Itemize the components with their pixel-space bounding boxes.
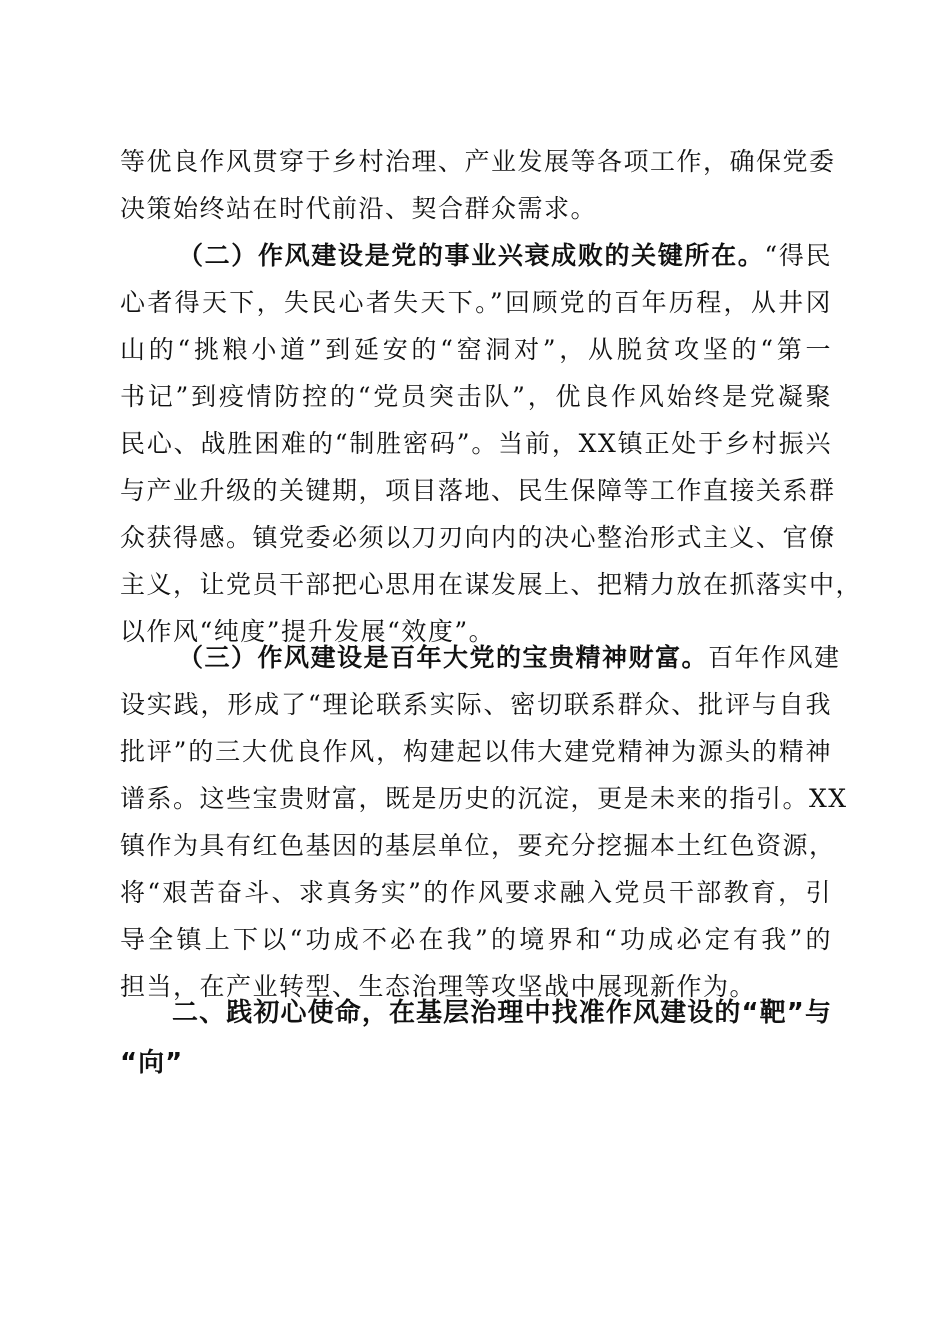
section-lead: （三）作风建设是百年大党的宝贵精神财富。 — [178, 643, 709, 672]
text-line: 批评”的三大优良作风，构建起以伟大建党精神为源头的精神 — [120, 737, 832, 766]
text-line: 民心、战胜困难的“制胜密码”。当前，XX镇正处于乡村振兴 — [120, 429, 832, 458]
text-line: 决策始终站在时代前沿、契合群众需求。 — [120, 194, 598, 223]
text-line: 书记”到疫情防控的“党员突击队”，优良作风始终是党凝聚 — [120, 382, 832, 411]
text-line: 等优良作风贯穿于乡村治理、产业发展等各项工作，确保党委 — [120, 147, 836, 176]
section-lead-rest: “得民 — [764, 241, 832, 270]
text-line: 设实践，形成了“理论联系实际、密切联系群众、批评与自我 — [120, 690, 832, 719]
section-lead: （二）作风建设是党的事业兴衰成败的关键所在。 — [178, 241, 765, 270]
text-line: 谱系。这些宝贵财富，既是历史的沉淀，更是未来的指引。XX — [120, 784, 848, 813]
heading-line: 二、践初心使命，在基层治理中找准作风建设的“靶”与 — [172, 998, 832, 1028]
paragraph-section-2 — [120, 232, 863, 655]
text-line: 将“艰苦奋斗、求真务实”的作风要求融入党员干部教育，引 — [120, 878, 832, 907]
text-line: 以作风“纯度”提升发展“效度”。 — [120, 617, 496, 646]
section-heading — [120, 988, 832, 1088]
text-line: 主义，让党员干部把心思用在谋发展上、把精力放在抓落实中， — [120, 570, 863, 599]
paragraph-first-line — [120, 634, 841, 681]
text-line: 众获得感。镇党委必须以刀刃向内的决心整治形式主义、官僚 — [120, 523, 836, 552]
paragraph-first-line — [120, 232, 832, 279]
text-line: 担当，在产业转型、生态治理等攻坚战中展现新作为。 — [120, 972, 757, 1001]
heading-line: “向” — [120, 1048, 184, 1078]
text-line: 与产业升级的关键期，项目落地、民生保障等工作直接关系群 — [120, 476, 836, 505]
text-line: 心者得天下，失民心者失天下。”回顾党的百年历程，从井冈 — [120, 288, 832, 317]
text-line: 导全镇上下以“功成不必在我”的境界和“功成必定有我”的 — [120, 925, 832, 954]
text-line: 山的“挑粮小道”到延安的“窑洞对”，从脱贫攻坚的“第一 — [120, 335, 832, 364]
section-lead-rest: 百年作风建 — [708, 643, 841, 672]
paragraph-section-3 — [120, 634, 848, 1010]
paragraph-continuation — [120, 138, 836, 232]
text-line: 镇作为具有红色基因的基层单位，要充分挖掘本土红色资源， — [120, 831, 836, 860]
